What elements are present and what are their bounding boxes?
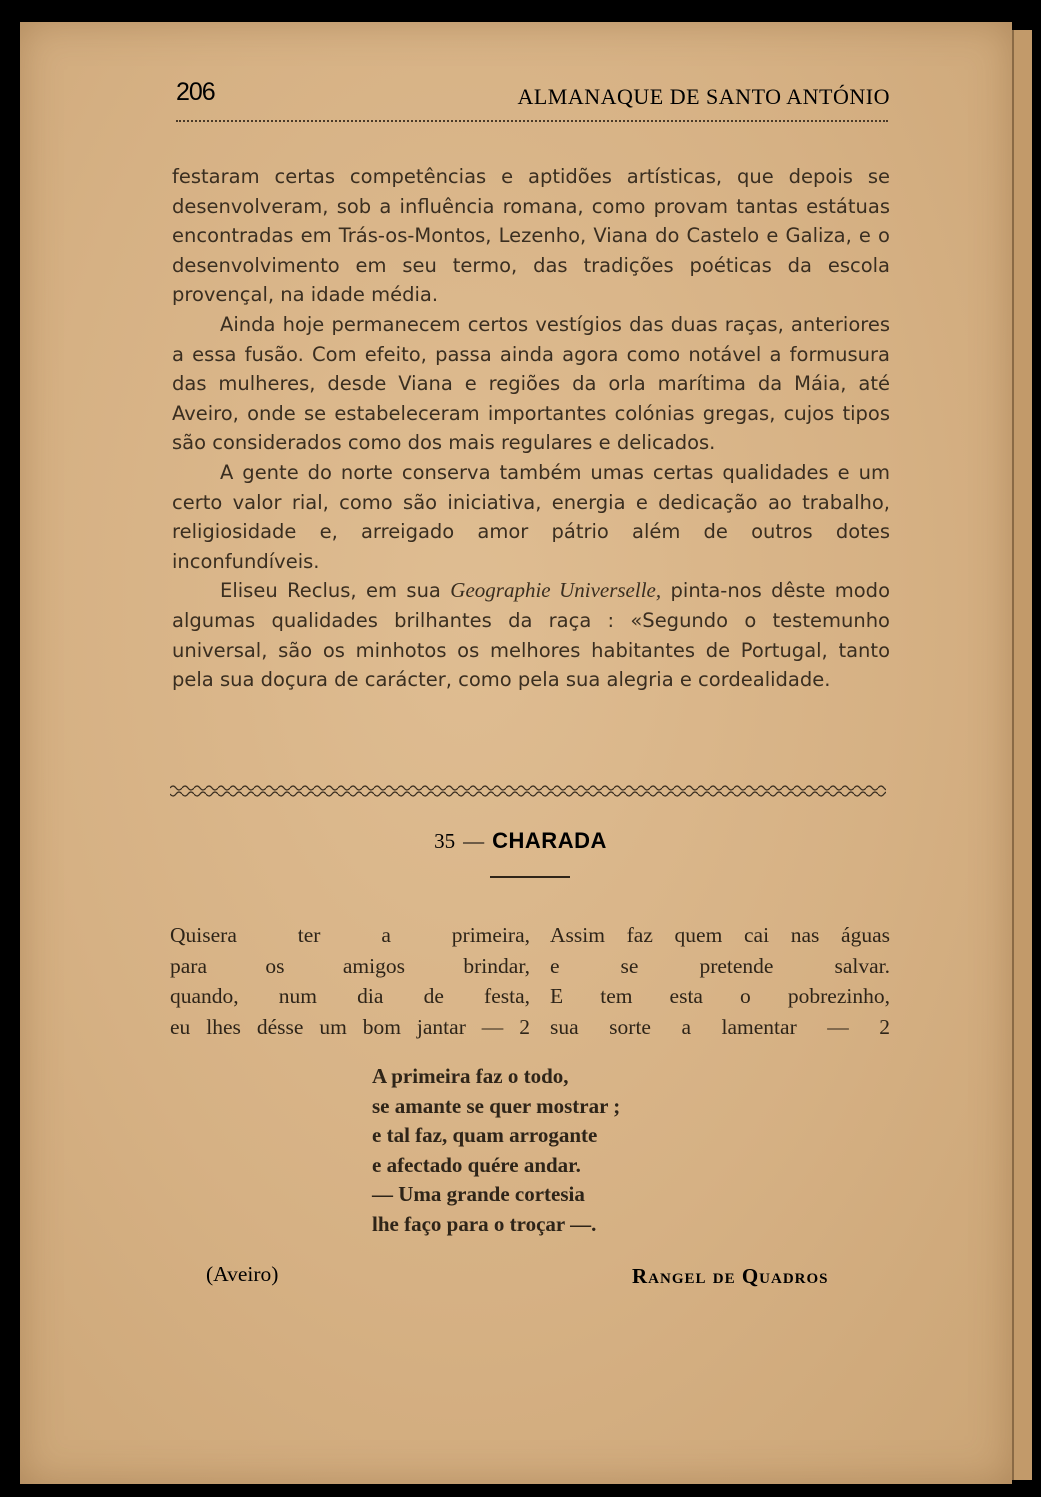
center-stanza (372, 1062, 692, 1239)
verse-line: Assim faz quem cai nas águas (550, 923, 890, 947)
running-title: ALMANAQUE DE SANTO ANTÓNIO (517, 84, 890, 109)
verse-line: sua sorte a lamentar — 2 (550, 1014, 890, 1039)
wave-ornament-divider (170, 784, 886, 798)
heading-rule (490, 876, 570, 878)
left-stanza (170, 920, 530, 1042)
signature-place: (Aveiro) (206, 1262, 279, 1286)
verse-line: eu lhes désse um bom jantar — 2 (170, 1014, 530, 1039)
verse-line: e afectado quére andar. (372, 1152, 581, 1177)
page-edge (1012, 30, 1032, 1480)
verse-line: lhe faço para o troçar —. (372, 1211, 597, 1236)
page-number: 206 (176, 78, 215, 106)
verse-line: Quisera ter a primeira, (170, 923, 530, 947)
article-body (172, 162, 890, 695)
verse-line: quando, num dia de festa, (170, 984, 530, 1008)
signature-author: Rangel de Quadros (632, 1264, 829, 1288)
verse-line: se amante se quer mostrar ; (372, 1093, 621, 1118)
paragraph-2: Ainda hoje permanecem certos vestígios das duas raças, anteriores a essa fusão. Com efeito, passa ainda agora como notável a formusura das mulheres, desde Viana e regiões da orla marítima da Máia, até Aveiro, onde se estabeleceram importantes colónias gregas, cujos tipos são considerados como dos mais regulares e delicados. (172, 312, 890, 455)
verse-line: e tal faz, quam arrogante (372, 1123, 598, 1147)
verse-line: e se pretende salvar. (550, 953, 890, 978)
charada-heading (0, 828, 1041, 854)
book-title-italic: Geographie Universelle, (450, 578, 662, 603)
paragraph-1: festaram certas competências e aptidões artísticas, que depois se desenvolveram, sob a influência romana, como provam tantas estátuas encontradas em Trás-os-Montos, Lezenho, Viana do Castelo e Galiza, e o desenvolvimento em seu termo, das tradições poéticas da escola provençal, na idade média. (172, 165, 890, 307)
running-head (176, 78, 890, 118)
verse-line: A primeira faz o todo, (372, 1064, 569, 1088)
charada-title: CHARADA (492, 828, 607, 853)
charada-dash: — (463, 829, 485, 853)
verse-line: E tem esta o pobrezinho, (550, 984, 890, 1008)
header-rule (176, 120, 888, 122)
paragraph-4-end: pinta-nos dêste modo algumas qualidades brilhantes da raça : «Segundo o testemunho universal, são os minhotos os melhores habitantes de Portugal, tanto pela sua doçura de carácter, como pela sua alegria e cordealidade. (172, 579, 890, 692)
verse-line: para os amigos brindar, (170, 953, 530, 978)
charada-number: 35 (434, 829, 456, 853)
paragraph-4 (172, 576, 890, 694)
verse-line: — Uma grande cortesia (372, 1182, 585, 1206)
paragraph-4-start: Eliseu Reclus, em sua (220, 579, 451, 603)
right-stanza (550, 920, 890, 1042)
paragraph-3: A gente do norte conserva também umas certas qualidades e um certo valor rial, como são iniciativa, energia e dedicação ao trabalho, religiosidade e, arreigado amor pátrio além de outros dotes inconfundíveis. (172, 460, 890, 573)
